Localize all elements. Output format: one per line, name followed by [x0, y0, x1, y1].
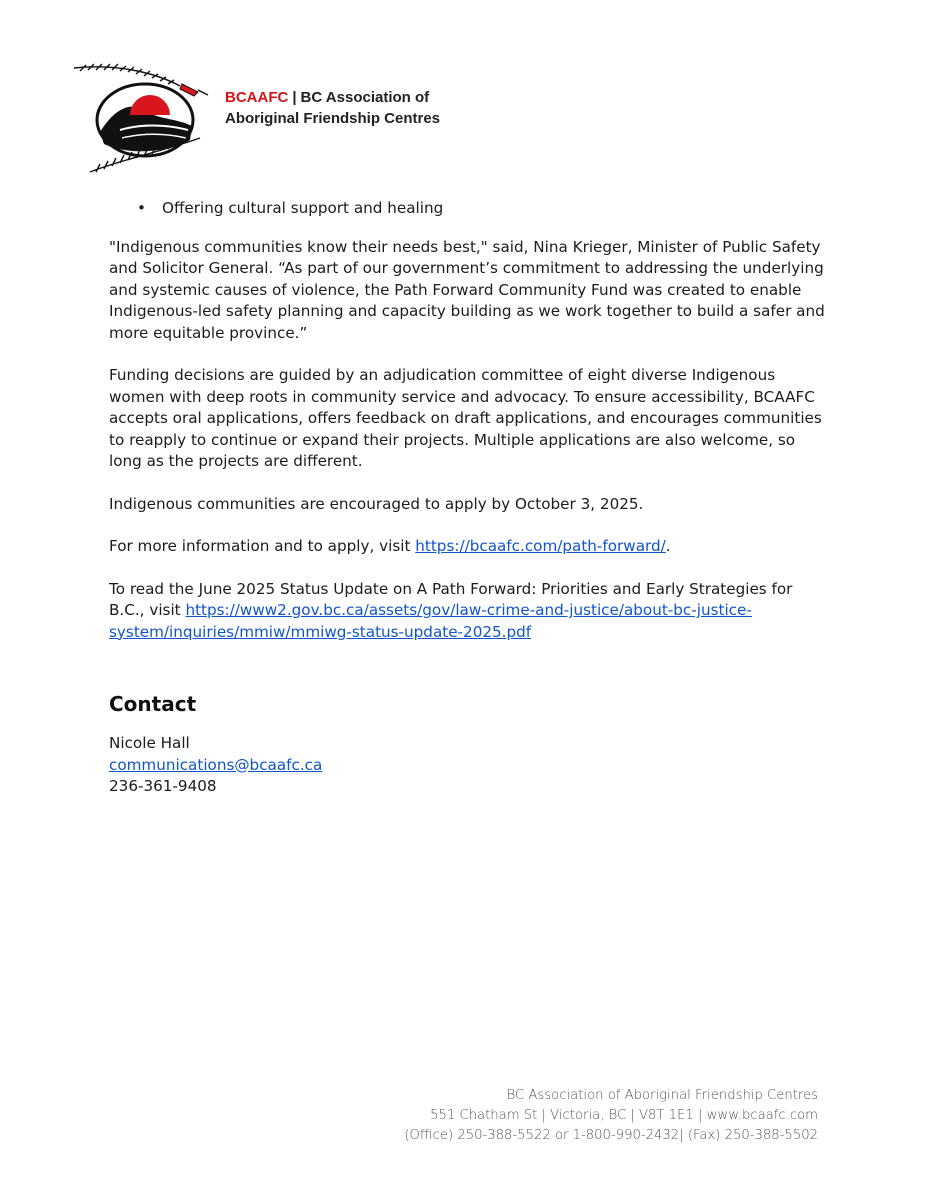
organization-acronym: BCAAFC	[225, 89, 289, 106]
contact-heading: Contact	[109, 692, 197, 716]
status-update-link[interactable]: https://www2.gov.bc.ca/assets/gov/law-crime-and-justice/about-bc-justice-system/inquiries/mmiw/mmiwg-status-update-2025.pdf	[109, 601, 752, 641]
apply-suffix: .	[665, 537, 671, 555]
organization-title	[225, 87, 440, 129]
bullet-list-item	[109, 198, 829, 220]
title-separator: |	[292, 89, 297, 106]
funding-decisions-paragraph: Funding decisions are guided by an adjudication committee of eight diverse Indigenous women with deep roots in community service and advocacy. To ensure accessibility, BCAAFC accepts oral applications, offers feedback on draft applications, and encourages communities to reapply to continue or expand their projects. Multiple applications are also welcome, so long as the projects are different.	[109, 366, 822, 470]
contact-phone: 236-361-9408	[109, 777, 217, 795]
status-update-paragraph	[109, 579, 829, 644]
apply-text: For more information and to apply, visit	[109, 537, 416, 555]
minister-quote-paragraph: "Indigenous communities know their needs best," said, Nina Krieger, Minister of Public Safety and Solicitor General. “As part of our government’s commitment to addressing the underlying and systemic causes of violence, the Path Forward Community Fund was created to enable Indigenous-led safety planning and capacity building as we work together to build a safer and more equitable province.”	[109, 237, 825, 342]
organization-title-line1	[225, 87, 440, 108]
footer-org-name: BC Association of Aboriginal Friendship Centres	[506, 1088, 818, 1103]
bcaafc-logo-icon	[70, 60, 220, 180]
organization-name-line1: BC Association of	[300, 89, 430, 106]
bullet-icon: •	[137, 199, 146, 217]
status-update-text: To read the June 2025 Status Update on A Path Forward: Priorities and Early Strategies for B.C., visit	[109, 579, 793, 619]
contact-email-link[interactable]: communications@bcaafc.ca	[109, 755, 323, 774]
bullet-text: Offering cultural support and healing	[162, 199, 444, 217]
footer-phone: (Office) 250-388-5522 or 1-800-990-2432| (Fax) 250-388-5502	[404, 1128, 818, 1143]
document-body	[109, 198, 829, 798]
letterhead	[70, 60, 450, 180]
contact-name: Nicole Hall	[109, 734, 190, 752]
deadline-paragraph: Indigenous communities are encouraged to apply by October 3, 2025.	[109, 494, 644, 513]
path-forward-link[interactable]: https://bcaafc.com/path-forward/	[415, 537, 666, 555]
apply-paragraph	[109, 536, 829, 558]
footer-address: 551 Chatham St | Victoria, BC | V8T 1E1 | www.bcaafc.com	[430, 1108, 818, 1123]
contact-block	[109, 733, 829, 798]
organization-name-line2: Aboriginal Friendship Centres	[225, 110, 441, 127]
letterhead-footer	[404, 1086, 818, 1146]
